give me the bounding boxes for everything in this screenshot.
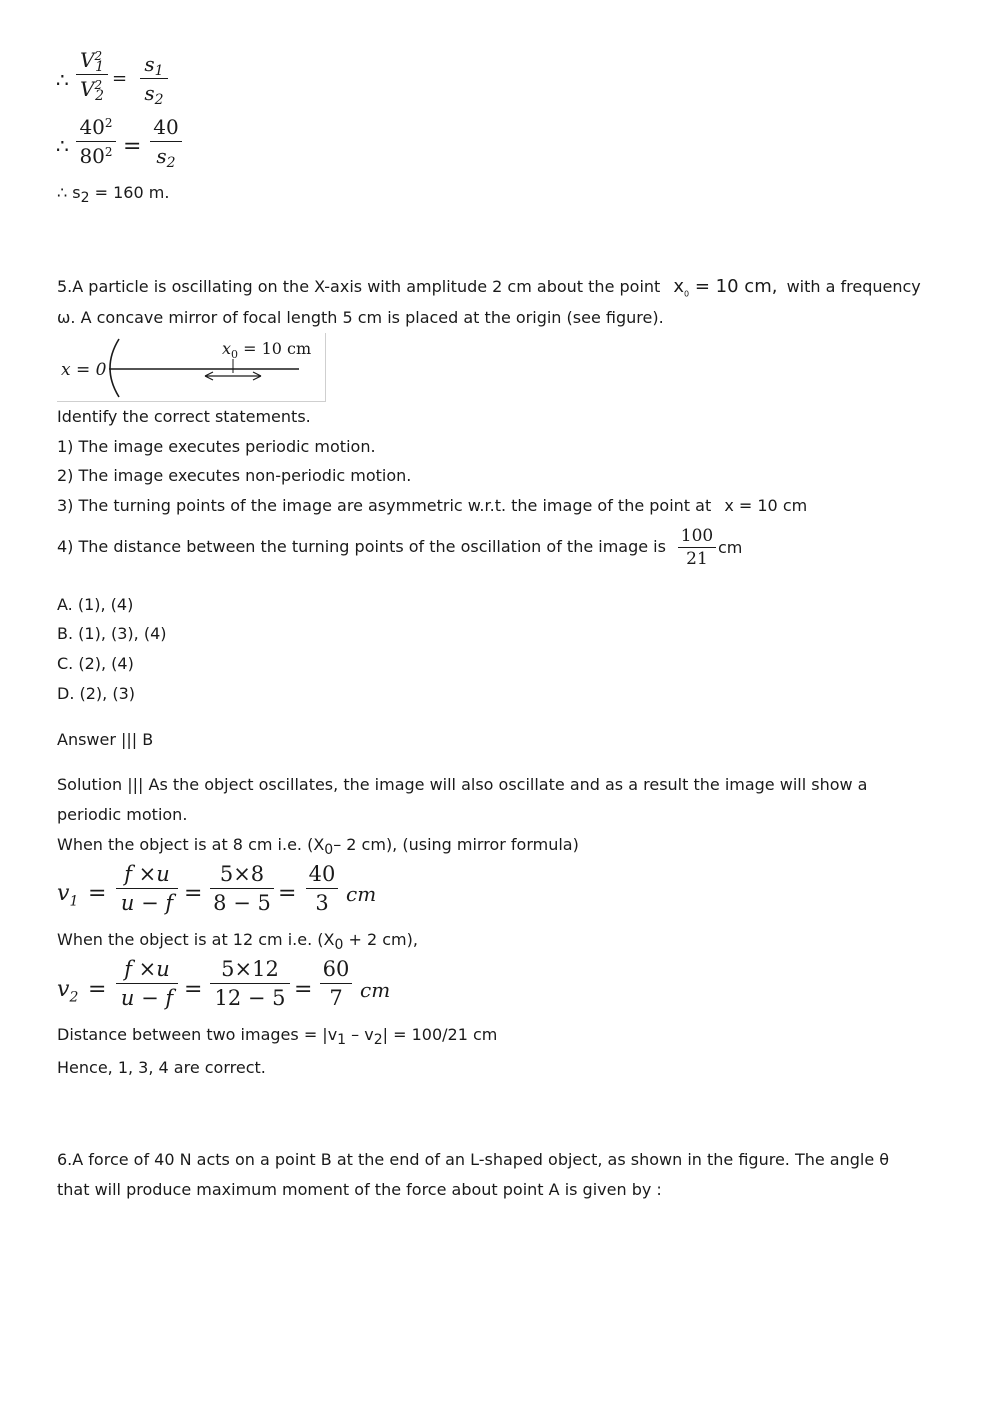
fraction-40-s2: 40 $s_2$ (150, 115, 182, 168)
hence-correct: Hence, 1, 3, 4 are correct. (57, 1058, 266, 1077)
q5-identify: Identify the correct statements. (57, 407, 311, 426)
q5-answer: Answer ||| B (57, 730, 154, 749)
therefore-symbol: ∴ (56, 68, 69, 92)
therefore-symbol-2: ∴ (56, 134, 69, 158)
v2-frac-2: 5×12 12 − 5 (210, 957, 290, 1010)
option-b: B. (1), (3), (4) (57, 624, 167, 643)
result-s2: ∴ $s_2 = 160$ m. (57, 183, 170, 206)
option-a: A. (1), (4) (57, 595, 134, 614)
s3-math: x = 10 cm (724, 496, 808, 515)
distance-between-images: Distance between two images = $|v_1 - v_2| = 100/21$ cm (57, 1025, 498, 1048)
equals-sign-2: = (123, 134, 142, 159)
statement-3: 3) The turning points of the image are asymmetric w.r.t. the image of the point at x = 10 cm (57, 496, 808, 515)
q5-line2: ω. A concave mirror of focal length 5 cm is placed at the origin (see figure). (57, 308, 664, 327)
statement-2: 2) The image executes non-periodic motion. (57, 466, 412, 485)
x0-inline-math: $x_0 = 10$ cm, (673, 276, 778, 299)
fraction-100-21: 100 21 (678, 526, 716, 569)
mirror-figure (57, 333, 326, 402)
v2-lhs: $v_2$ (57, 977, 79, 1006)
statement-4: 4) The distance between the turning points of the oscillation of the image is (57, 537, 666, 556)
v1-frac-2: 5×8 8 − 5 (210, 862, 274, 915)
v2-frac-3: 60 7 (320, 957, 352, 1010)
s4-unit: cm (718, 538, 743, 557)
option-c: C. (2), (4) (57, 654, 134, 673)
equals-sign: = (112, 68, 128, 89)
v1-frac-3: 40 3 (306, 862, 338, 915)
q6-line2: that will produce maximum moment of the force about point A is given by : (57, 1180, 662, 1199)
q6-line1: 6.A force of 40 N acts on a point B at the end of an L-shaped object, as shown in the figure. The angle θ (57, 1150, 890, 1169)
when-object-12cm: When the object is at 12 cm i.e. ($X_0 + 2$ cm), (57, 930, 418, 953)
origin-label: x = 0 (61, 360, 107, 380)
fraction-40sq-80sq: $40^2$ $80^2$ (76, 115, 116, 168)
fraction-v1-v2: $V^2_1$ $V^2_2$ (76, 48, 108, 101)
option-d: D. (2), (3) (57, 684, 135, 703)
concave-mirror-shape (110, 339, 119, 397)
q5-line1: 5.A particle is oscillating on the X-axis with amplitude 2 cm about the point $x_0 = 10$ cm, with a frequency (57, 276, 921, 299)
when-object-8cm: When the object is at 8 cm i.e. ($X_0-$ 2 cm), (using mirror formula) (57, 835, 579, 858)
fraction-s1-s2: $s_1$ $s_2$ (140, 52, 168, 105)
mirror-diagram (57, 333, 325, 401)
x0-figure-label: $x_0 = 10$ cm (222, 339, 312, 361)
solution-line-2: periodic motion. (57, 805, 188, 824)
v1-frac-1: f ×u u − f (116, 862, 178, 915)
v2-frac-1: f ×u u − f (116, 957, 178, 1010)
solution-line-1: Solution ||| As the object oscillates, the image will also oscillate and as a result the image will show a (57, 775, 868, 794)
v1-lhs: $v_1$ (57, 881, 79, 910)
statement-1: 1) The image executes periodic motion. (57, 437, 376, 456)
